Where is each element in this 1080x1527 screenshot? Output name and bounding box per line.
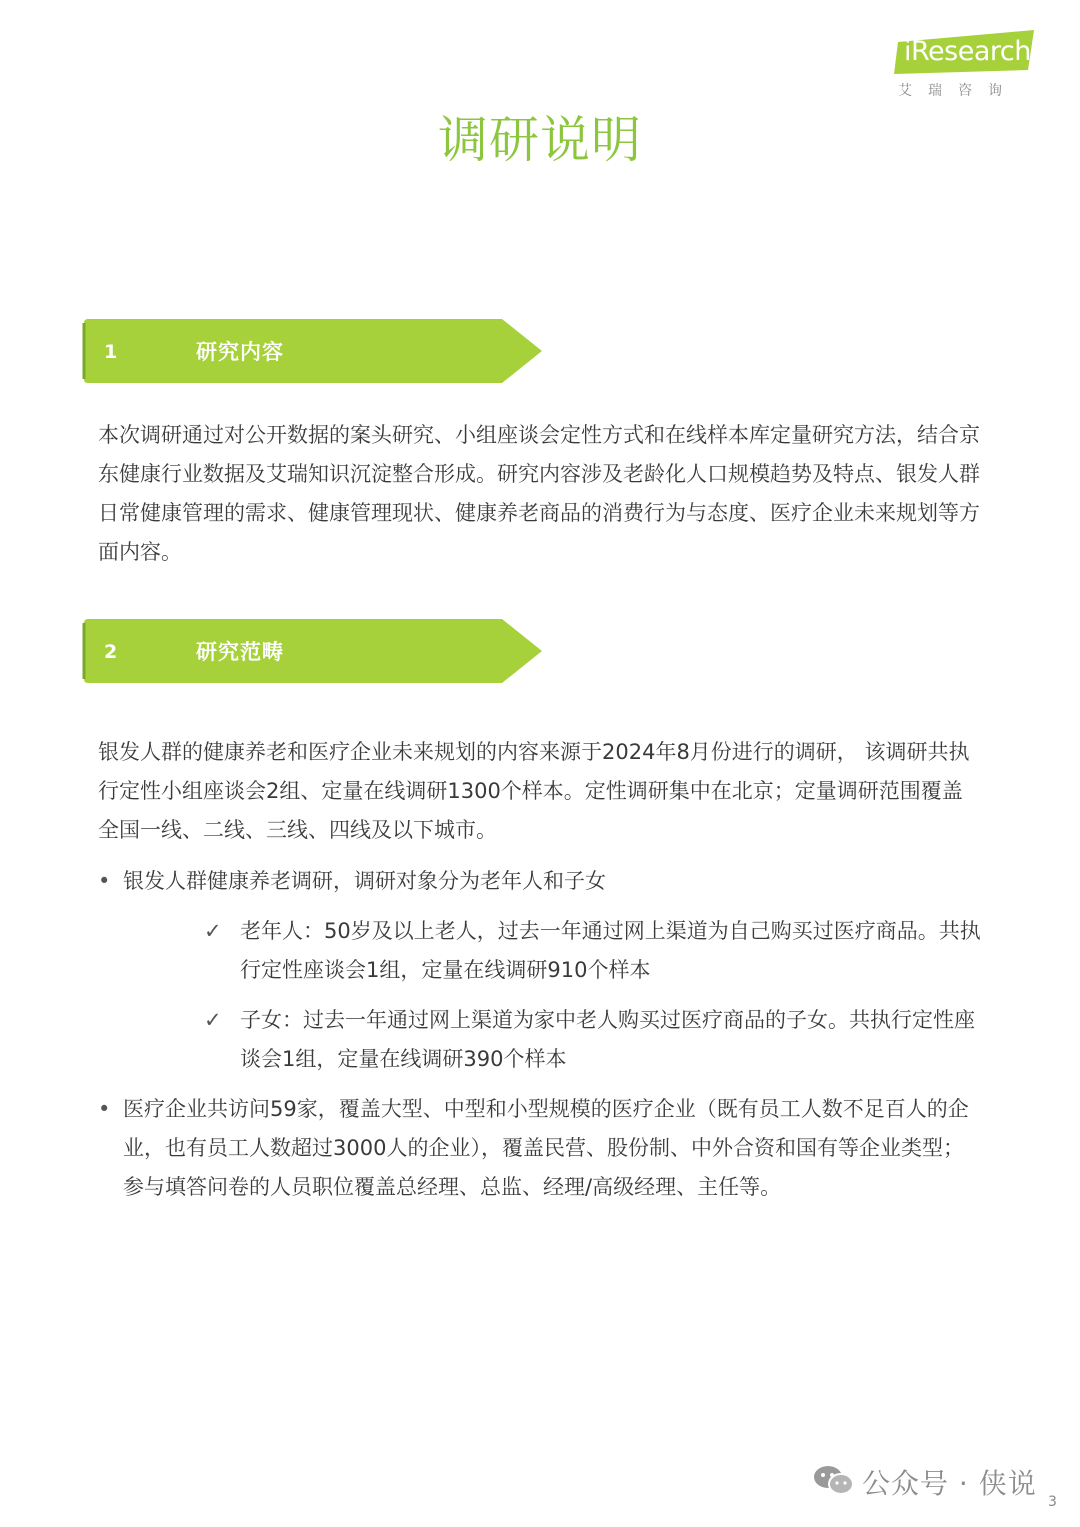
check-text: 老年人：50岁及以上老人，过去一年通过网上渠道为自己购买过医疗商品。共执行定性座谈会1组，定量在线调研910个样本 [240, 919, 981, 982]
section-2-heading: 研究范畴 [196, 640, 284, 664]
banner-arrow-shape [82, 319, 544, 383]
bullet-icon: • [98, 869, 111, 893]
page-number: 3 [1048, 1494, 1057, 1510]
bullet-icon: • [98, 1097, 111, 1121]
logo-wordmark: iResearch [904, 36, 1031, 67]
wechat-icon [812, 1463, 856, 1497]
section-2-number: 2 [104, 641, 118, 663]
logo-chinese-name: 艾瑞咨询 [898, 83, 1018, 99]
checkmark-icon: ✓ [204, 919, 222, 943]
check-text: 子女：过去一年通过网上渠道为家中老人购买过医疗商品的子女。共执行定性座谈会1组，定量在线调研390个样本 [240, 1008, 975, 1071]
checkmark-icon: ✓ [204, 1008, 222, 1032]
section-1-banner [82, 319, 544, 383]
section-2-paragraph: 银发人群的健康养老和医疗企业未来规划的内容来源于2024年8月份进行的调研， 该调研共执行定性小组座谈会2组、定量在线调研1300个样本。定性调研集中在北京；定量调研范围覆盖全国一线、二线、三线、四线及以下城市。 [98, 740, 970, 842]
section-2-banner [82, 619, 544, 683]
page-title: 调研说明 [438, 111, 642, 169]
iresearch-logo [894, 28, 1044, 98]
section-1-paragraph: 本次调研通过对公开数据的案头研究、小组座谈会定性方式和在线样本库定量研究方法，结合京东健康行业数据及艾瑞知识沉淀整合形成。研究内容涉及老龄化人口规模趋势及特点、银发人群日常健康管理的需求、健康管理现状、健康养老商品的消费行为与态度、医疗企业未来规划等方面内容。 [98, 423, 980, 564]
bullet-text: 医疗企业共访问59家，覆盖大型、中型和小型规模的医疗企业（既有员工人数不足百人的企业，也有员工人数超过3000人的企业），覆盖民营、股份制、中外合资和国有等企业类型；参与填答问卷的人员职位覆盖总经理、总监、经理/高级经理、主任等。 [123, 1097, 969, 1199]
banner-arrow-shape [82, 619, 544, 683]
watermark-text: 公众号 · 侠说 [862, 1467, 1037, 1500]
section-1-number: 1 [104, 341, 118, 363]
bullet-text: 银发人群健康养老调研，调研对象分为老年人和子女 [123, 869, 606, 893]
section-1-heading: 研究内容 [196, 340, 284, 364]
